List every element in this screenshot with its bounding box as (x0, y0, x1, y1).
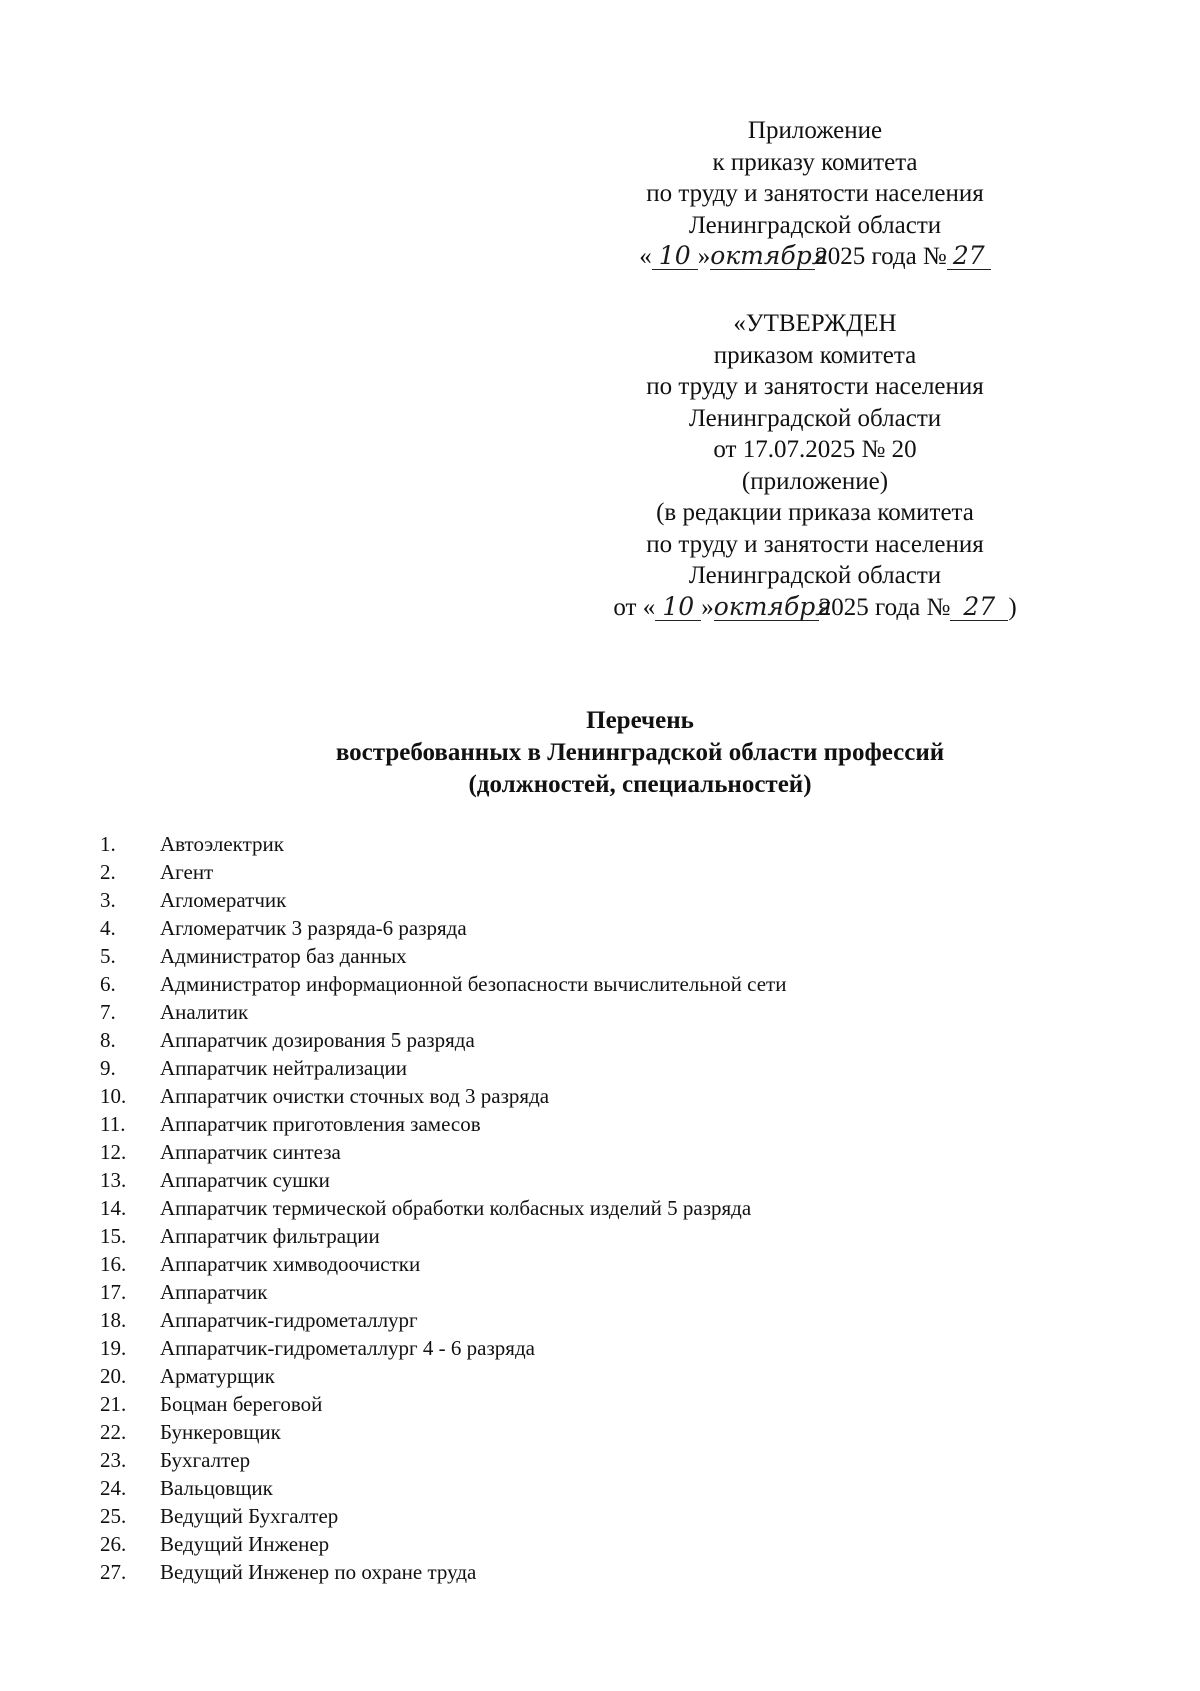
item-text: Аппаратчик очистки сточных вод 3 разряда (160, 1084, 550, 1108)
appendix-line-2: к приказу комитета (712, 148, 918, 176)
item-number: 11. (100, 1112, 126, 1136)
list-item (0, 1138, 1200, 1166)
handwritten-order-number: 27 (947, 243, 991, 270)
professions-list (0, 830, 1200, 1586)
appendix-title: Приложение (747, 117, 883, 144)
list-item (0, 970, 1200, 998)
item-number: 9. (100, 1056, 116, 1080)
list-item (0, 1222, 1200, 1250)
item-number: 27. (100, 1560, 127, 1584)
list-item (0, 1334, 1200, 1362)
item-text: Автоэлектрик (160, 832, 284, 856)
title-line-1: Перечень (586, 707, 694, 734)
item-number: 17. (100, 1280, 127, 1304)
year-text: 2025 года № (818, 593, 951, 621)
item-text: Ведущий Бухгалтер (160, 1504, 339, 1528)
title-line-3: (должностей, специальностей) (468, 771, 812, 798)
document-title (180, 705, 1100, 801)
item-text: Ведущий Инженер (160, 1532, 330, 1556)
list-item (0, 942, 1200, 970)
list-item (0, 830, 1200, 858)
item-number: 22. (100, 1420, 127, 1444)
item-number: 19. (100, 1336, 127, 1360)
item-text: Аппаратчик (160, 1280, 268, 1304)
title-line-2: востребованных в Ленинградской области профессий (335, 739, 945, 766)
list-item (0, 1306, 1200, 1334)
item-text: Аналитик (160, 1000, 249, 1024)
list-item (0, 1530, 1200, 1558)
list-item (0, 1446, 1200, 1474)
approved-line-2: приказом комитета (713, 341, 917, 369)
list-item (0, 914, 1200, 942)
list-item (0, 1278, 1200, 1306)
item-number: 8. (100, 1028, 116, 1052)
approved-line-5: от 17.07.2025 № 20 (713, 436, 917, 463)
list-item (0, 886, 1200, 914)
approved-line-6: (приложение) (741, 467, 889, 495)
item-text: Аппаратчик нейтрализации (160, 1056, 407, 1080)
date-close-quote: » (697, 243, 711, 270)
approved-heading: «УТВЕРЖДЕН (733, 310, 897, 337)
year-text: 2025 года № (815, 243, 947, 270)
item-text: Вальцовщик (160, 1476, 273, 1500)
handwritten-month: октября (710, 241, 829, 270)
item-text: Аппаратчик синтеза (160, 1140, 341, 1164)
approved-line-7: (в редакции приказа комитета (656, 499, 974, 526)
list-item (0, 1194, 1200, 1222)
item-text: Аппаратчик приготовления замесов (160, 1112, 481, 1136)
list-item (0, 858, 1200, 886)
item-number: 20. (100, 1364, 127, 1388)
list-item (0, 1054, 1200, 1082)
item-number: 26. (100, 1532, 127, 1556)
item-text: Бухгалтер (160, 1448, 251, 1472)
item-text: Бункеровщик (160, 1420, 281, 1444)
item-number: 12. (100, 1140, 127, 1164)
item-text: Агломератчик (160, 888, 287, 912)
item-text: Аппаратчик дозирования 5 разряда (160, 1028, 475, 1052)
item-number: 25. (100, 1504, 127, 1528)
item-text: Администратор информационной безопасности вычислительной сети (160, 972, 787, 996)
item-number: 5. (100, 944, 116, 968)
appendix-date-line (600, 241, 1030, 273)
handwritten-order-number: 27 (950, 594, 1008, 621)
list-item (0, 1502, 1200, 1530)
list-item (0, 1418, 1200, 1446)
item-number: 3. (100, 888, 116, 912)
date-close-quote: » (701, 593, 714, 621)
approved-line-3: по труду и занятости населения (646, 373, 984, 400)
approval-block (600, 308, 1030, 623)
item-number: 13. (100, 1168, 127, 1192)
handwritten-day: 10 (655, 594, 701, 621)
item-number: 7. (100, 1000, 116, 1024)
list-item (0, 998, 1200, 1026)
item-number: 4. (100, 916, 116, 940)
appendix-line-4: Ленинградской области (688, 211, 942, 239)
date-open-quote: « (639, 243, 652, 270)
item-text: Арматурщик (160, 1364, 275, 1388)
list-item (0, 1026, 1200, 1054)
item-number: 1. (100, 832, 116, 856)
approved-line-8: по труду и занятости населения (646, 530, 984, 558)
closing-paren: ) (1008, 593, 1017, 621)
list-item (0, 1110, 1200, 1138)
item-text: Аппаратчик-гидрометаллург 4 - 6 разряда (160, 1336, 535, 1360)
appendix-line-3: по труду и занятости населения (646, 180, 984, 207)
list-item (0, 1474, 1200, 1502)
item-number: 10. (100, 1084, 127, 1108)
item-text: Аппаратчик сушки (160, 1168, 330, 1192)
item-text: Боцман береговой (160, 1392, 323, 1416)
item-number: 2. (100, 860, 116, 884)
list-item (0, 1250, 1200, 1278)
item-text: Администратор баз данных (160, 944, 407, 968)
item-number: 6. (100, 972, 116, 996)
handwritten-month: октября (713, 591, 832, 621)
list-item (0, 1166, 1200, 1194)
list-item (0, 1082, 1200, 1110)
approved-line-4: Ленинградской области (688, 404, 942, 432)
handwritten-day: 10 (652, 243, 698, 270)
item-text: Аппаратчик-гидрометаллург (160, 1308, 418, 1332)
date-open-quote: от « (613, 593, 656, 621)
item-text: Агломератчик 3 разряда-6 разряда (160, 916, 467, 940)
approved-date-line (600, 592, 1030, 624)
item-number: 24. (100, 1476, 127, 1500)
list-item (0, 1362, 1200, 1390)
item-text: Аппаратчик фильтрации (160, 1224, 380, 1248)
list-item (0, 1558, 1200, 1586)
item-text: Аппаратчик химводоочистки (160, 1252, 421, 1276)
item-number: 16. (100, 1252, 127, 1276)
item-number: 14. (100, 1196, 127, 1220)
appendix-header (600, 115, 1030, 273)
item-number: 23. (100, 1448, 127, 1472)
item-number: 15. (100, 1224, 127, 1248)
item-text: Аппаратчик термической обработки колбасных изделий 5 разряда (160, 1196, 752, 1220)
item-text: Ведущий Инженер по охране труда (160, 1560, 477, 1584)
item-number: 21. (100, 1392, 127, 1416)
item-text: Агент (160, 860, 214, 884)
item-number: 18. (100, 1308, 127, 1332)
approved-line-9: Ленинградской области (688, 562, 942, 589)
list-item (0, 1390, 1200, 1418)
